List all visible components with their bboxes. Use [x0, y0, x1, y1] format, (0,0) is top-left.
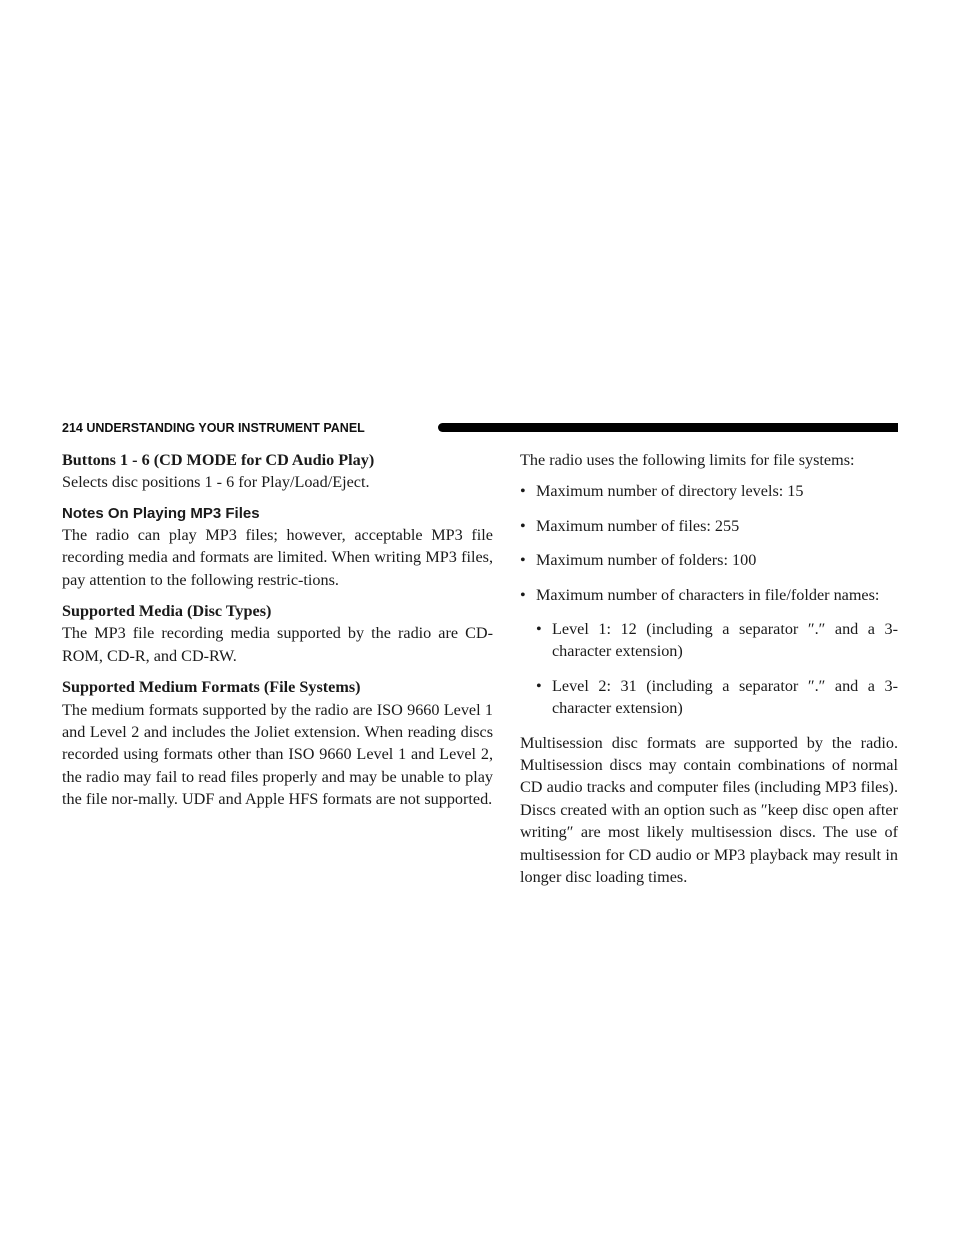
- right-column: [520, 449, 898, 889]
- list-item: • Maximum number of directory levels: 15: [520, 480, 898, 502]
- para-supported-media: The MP3 file recording media supported by the radio are CD-ROM, CD-R, and CD-RW.: [62, 624, 493, 665]
- heading-supported-media: Supported Media (Disc Types): [62, 602, 272, 621]
- list-item: • Level 2: 31 (including a separator ″.″ and a 3-character extension): [536, 676, 898, 718]
- heading-supported-formats: Supported Medium Formats (File Systems): [62, 678, 361, 697]
- para-limits-intro: The radio uses the following limits for file systems:: [520, 451, 855, 469]
- bullet-icon: •: [520, 585, 526, 604]
- header-rule: [438, 423, 898, 432]
- bullet-icon: •: [536, 676, 542, 695]
- left-column: [62, 449, 493, 811]
- bullet-icon: •: [520, 551, 526, 570]
- para-notes-mp3: The radio can play MP3 files; however, acceptable MP3 file recording media and formats are limited. When writing MP3 files, pay attention to the following restric-tions.: [62, 525, 493, 589]
- limits-list: [520, 480, 898, 719]
- list-item: • Maximum number of files: 255: [520, 515, 898, 537]
- heading-buttons: Buttons 1 - 6 (CD MODE for CD Audio Play): [62, 451, 375, 469]
- list-item: • Maximum number of characters in file/folder names: • Level 1: 12 (including a separator ″.″ and a 3-character extension) • Level 2: 31 (including a separator ″.″ and a 3-character extension): [520, 584, 898, 720]
- bullet-icon: •: [520, 482, 526, 501]
- para-buttons: Selects disc positions 1 - 6 for Play/Load/Eject.: [62, 473, 370, 492]
- list-item: • Maximum number of folders: 100: [520, 549, 898, 571]
- para-supported-formats: The medium formats supported by the radio are ISO 9660 Level 1 and Level 2 and includes the Joliet extension. When reading discs recorded using formats other than ISO 9660 Level 1 and Level 2, the radio may fail to read files properly and may be unable to play the file nor-mally. UDF and Apple HFS formats are not supported.: [62, 700, 493, 809]
- para-multisession: Multisession disc formats are supported by the radio. Multisession discs may contain combinations of normal CD audio tracks and computer files (including MP3 files). Discs created with an option such as ″keep disc open after writing″ are most likely multisession discs. The use of multisession for CD audio or MP3 playback may result in longer disc loading times.: [520, 733, 898, 887]
- bullet-icon: •: [536, 620, 542, 639]
- bullet-icon: •: [520, 516, 526, 535]
- page-number-title: 214 UNDERSTANDING YOUR INSTRUMENT PANEL: [62, 421, 365, 435]
- page-header: [62, 420, 898, 436]
- heading-notes-mp3: Notes On Playing MP3 Files: [62, 504, 260, 522]
- list-item: • Level 1: 12 (including a separator ″.″ and a 3-character extension): [536, 620, 898, 661]
- name-length-sublist: [536, 618, 898, 720]
